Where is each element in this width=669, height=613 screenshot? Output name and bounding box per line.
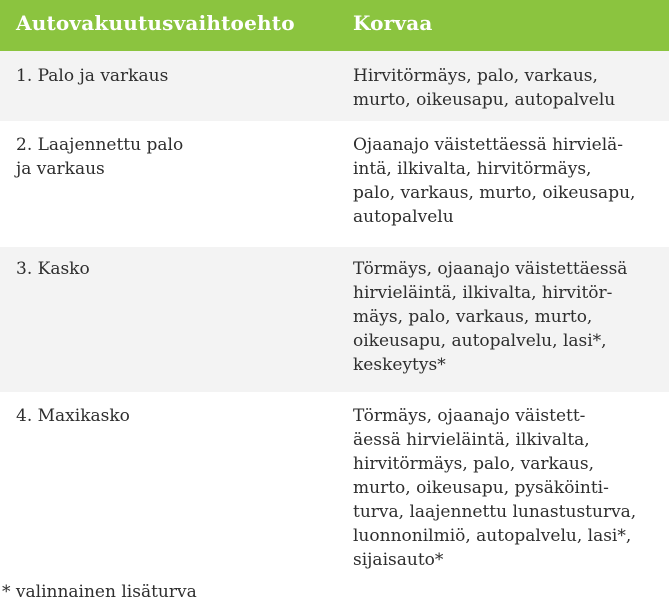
- covers-cell: Ojaanajo väistettäessä hirvielä- intä, ilkivalta, hirvitörmäys, palo, varkaus, murto, oikeusapu, autopalvelu: [353, 135, 636, 227]
- header-option: Autovakuutusvaihtoehto: [16, 11, 295, 35]
- option-cell: 4. Maxikasko: [16, 406, 130, 426]
- option-cell: 3. Kasko: [16, 259, 90, 279]
- covers-cell: Hirvitörmäys, palo, varkaus, murto, oikeusapu, autopalvelu: [353, 66, 616, 110]
- table-row: [0, 51, 669, 121]
- header-covers: Korvaa: [353, 11, 433, 35]
- covers-cell: Törmäys, ojaanajo väistettäessä hirvieläintä, ilkivalta, hirvitör- mäys, palo, varkaus, murto, oikeusapu, autopalvelu, lasi*, keskeytys*: [353, 259, 628, 375]
- table-row: [0, 247, 669, 392]
- table-row: [0, 392, 669, 579]
- table-row: [0, 121, 669, 247]
- option-cell: 2. Laajennettu palo ja varkaus: [16, 135, 184, 179]
- covers-cell: Törmäys, ojaanajo väistett- äessä hirvieläintä, ilkivalta, hirvitörmäys, palo, varkaus, murto, oikeusapu, pysäköinti- turva, laajennettu lunastusturva, luonnonilmiö, autopalvelu, lasi*, sijaisauto*: [353, 406, 637, 570]
- option-cell: 1. Palo ja varkaus: [16, 66, 169, 86]
- footnote: * valinnainen lisäturva: [2, 582, 197, 602]
- table-header: [0, 0, 669, 51]
